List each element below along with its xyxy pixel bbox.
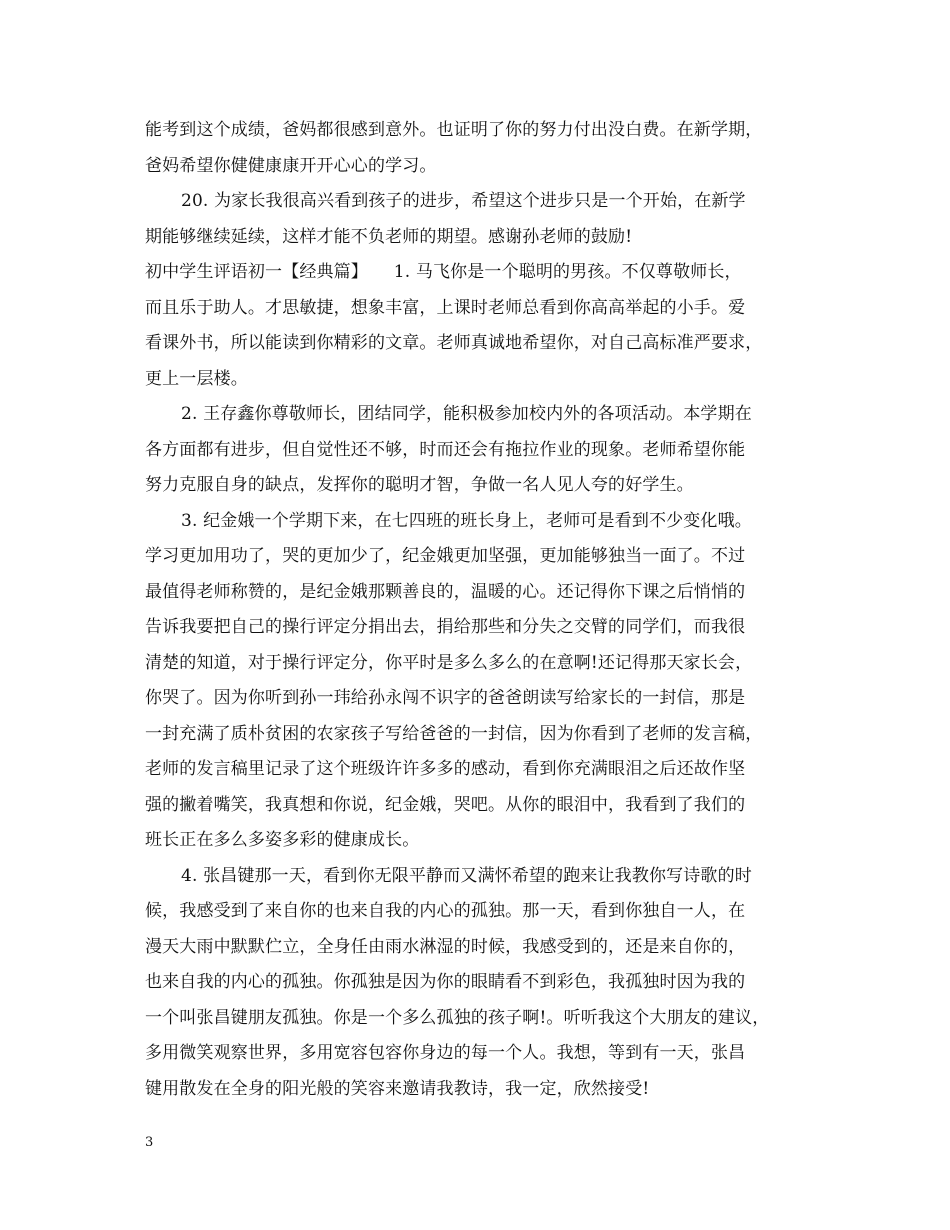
text-line: 你哭了。因为你听到孙一玮给孙永闯不识字的爸爸朗读写给家长的一封信，那是 — [145, 688, 746, 708]
text-line: 漫天大雨中默默伫立，全身任由雨水淋湿的时候，我感受到的，还是来自你的， — [145, 936, 746, 957]
text-line: 一个叫张昌键朋友孤独。你是一个多么孤独的孩子啊!。听听我这个大朋友的建议， — [145, 1007, 770, 1028]
text-line: 学习更加用功了，哭的更加少了，纪金娥更加坚强，更加能够独当一面了。不过 — [145, 546, 746, 566]
page-number: 3 — [145, 1135, 154, 1150]
text-line: 清楚的知道，对于操行评定分，你平时是多么多么的在意啊!还记得那天家长会， — [145, 652, 753, 673]
body-text — [145, 113, 825, 1107]
text-line: 能考到这个成绩，爸妈都很感到意外。也证明了你的努力付出没白费。在新学期， — [145, 120, 763, 140]
text-line: 老师的发言稿里记录了这个班级许许多多的感动，看到你充满眼泪之后还故作坚 — [145, 759, 746, 779]
text-line: 初中学生评语初一【经典篇】 1. 马飞你是一个聪明的男孩。不仅尊敬师长， — [145, 262, 742, 282]
text-line: 班长正在多么多姿多彩的健康成长。 — [145, 830, 420, 850]
text-line: 更上一层楼。 — [145, 368, 248, 389]
text-line: 20. 为家长我很高兴看到孩子的进步，希望这个进步只是一个开始，在新学 — [181, 191, 746, 211]
text-line: 看课外书，所以能读到你精彩的文章。老师真诚地希望你，对自己高标准严要求， — [145, 333, 763, 353]
text-line: 期能够继续延续，这样才能不负老师的期望。感谢孙老师的鼓励! — [145, 226, 633, 247]
text-line: 努力克服自身的缺点，发挥你的聪明才智，争做一名人见人夸的好学生。 — [145, 475, 694, 495]
text-line: 多用微笑观察世界，多用宽容包容你身边的每一个人。我想，等到有一天，张昌 — [145, 1043, 746, 1063]
text-line: 一封充满了质朴贫困的农家孩子写给爸爸的一封信，因为你看到了老师的发言稿， — [145, 723, 763, 744]
text-line: 3. 纪金娥一个学期下来，在七四班的班长身上，老师可是看到不少变化哦。 — [181, 510, 752, 531]
text-line: 2. 王存鑫你尊敬师长，团结同学，能积极参加校内外的各项活动。本学期在 — [181, 404, 752, 424]
text-line: 4. 张昌键那一天，看到你无限平静而又满怀希望的跑来让我教你写诗歌的时 — [181, 865, 752, 886]
text-line: 最值得老师称赞的，是纪金娥那颗善良的，温暖的心。还记得你下课之后悄悄的 — [145, 581, 746, 602]
text-line: 各方面都有进步，但自觉性还不够，时而还会有拖拉作业的现象。老师希望你能 — [145, 439, 746, 460]
text-line: 告诉我要把自己的操行评定分捐出去，捐给那些和分失之交臂的同学们，而我很 — [145, 617, 746, 637]
text-line: 强的撇着嘴笑，我真想和你说，纪金娥，哭吧。从你的眼泪中，我看到了我们的 — [145, 794, 746, 815]
text-line: 键用散发在全身的阳光般的笑容来邀请我教诗，我一定，欣然接受! — [145, 1078, 650, 1099]
text-line: 候，我感受到了来自你的也来自我的内心的孤独。那一天，看到你独自一人，在 — [145, 901, 746, 921]
text-line: 而且乐于助人。才思敏捷，想象丰富，上课时老师总看到你高高举起的小手。爱 — [145, 297, 746, 318]
text-line: 也来自我的内心的孤独。你孤独是因为你的眼睛看不到彩色，我孤独时因为我的 — [145, 972, 746, 992]
text-line: 爸妈希望你健健康康开开心心的学习。 — [145, 155, 437, 176]
